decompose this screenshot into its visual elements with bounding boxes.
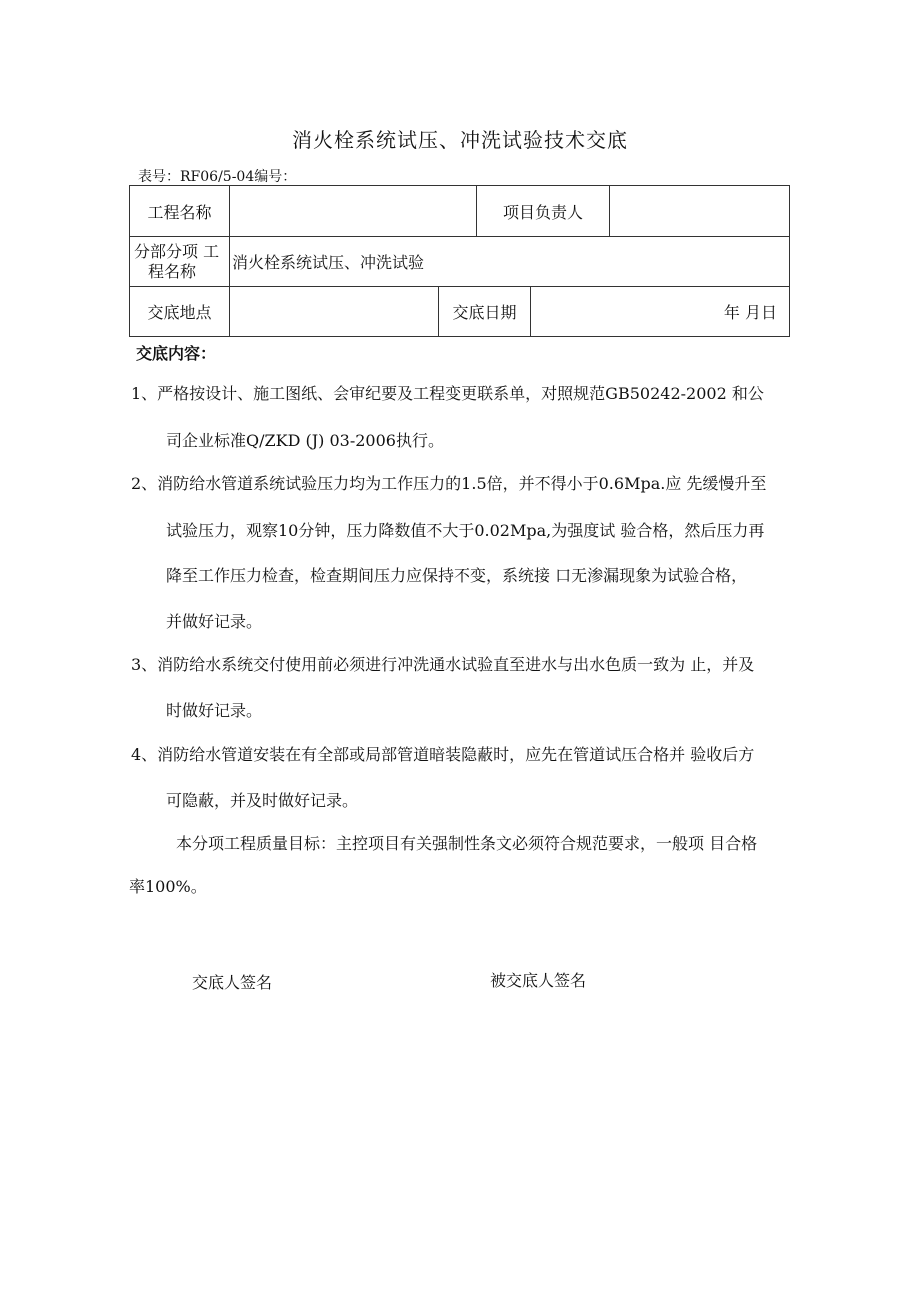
date-label: 交底日期 bbox=[438, 286, 531, 337]
quality-goal-line-2: 率100%。 bbox=[129, 877, 207, 896]
project-name-label: 工程名称 bbox=[129, 185, 230, 237]
item-2-line-2: 试验压力，观察10分钟，压力降数值不大于0.02Mpa,为强度试 验合格，然后压力再 bbox=[166, 521, 765, 540]
project-lead-field[interactable] bbox=[609, 185, 790, 237]
project-name-field[interactable] bbox=[229, 185, 477, 237]
item-3-line-1: 3、消防给水系统交付使用前必须进行冲洗通水试验直至进水与出水色质一致为 止，并及 bbox=[131, 655, 755, 674]
item-1-line-1: 1、严格按设计、施工图纸、会审纪要及工程变更联系单，对照规范GB50242-2002 和公 bbox=[131, 384, 764, 403]
item-1-line-2: 司企业标准Q/ZKD (J) 03-2006执行。 bbox=[166, 431, 444, 450]
info-table bbox=[129, 185, 790, 337]
subitem-label bbox=[129, 236, 230, 287]
item-2-line-4: 并做好记录。 bbox=[166, 612, 263, 631]
item-4-line-2: 可隐蔽，并及时做好记录。 bbox=[166, 791, 359, 810]
item-2-line-3: 降至工作压力检查，检查期间压力应保持不变，系统接 口无渗漏现象为试验合格， bbox=[166, 566, 748, 585]
page-title: 消火栓系统试压、冲洗试验技术交底 bbox=[292, 128, 628, 152]
quality-goal-line-1: 本分项工程质量目标：主控项目有关强制性条文必须符合规范要求，一般项 目合格 bbox=[176, 834, 758, 853]
receiver-signature-label: 被交底人签名 bbox=[490, 971, 587, 990]
project-lead-label: 项目负责人 bbox=[476, 185, 610, 237]
subitem-label-line1: 分部分项 工 bbox=[134, 241, 220, 261]
content-heading: 交底内容： bbox=[136, 344, 217, 363]
location-field[interactable] bbox=[229, 286, 439, 337]
date-field[interactable]: 年 月日 bbox=[530, 286, 790, 337]
form-number: 表号：RF06/5-04编号： bbox=[138, 169, 297, 185]
location-label: 交底地点 bbox=[129, 286, 230, 337]
subitem-label-line2: 程名称 bbox=[148, 261, 197, 281]
subitem-field[interactable]: 消火栓系统试压、冲洗试验 bbox=[229, 236, 790, 287]
discloser-signature-label: 交底人签名 bbox=[192, 973, 273, 992]
item-3-line-2: 时做好记录。 bbox=[166, 701, 263, 720]
item-4-line-1: 4、消防给水管道安装在有全部或局部管道暗装隐蔽时，应先在管道试压合格并 验收后方 bbox=[131, 745, 755, 764]
item-2-line-1: 2、消防给水管道系统试验压力均为工作压力的1.5倍，并不得小于0.6Mpa.应 先缓慢升至 bbox=[131, 474, 767, 493]
